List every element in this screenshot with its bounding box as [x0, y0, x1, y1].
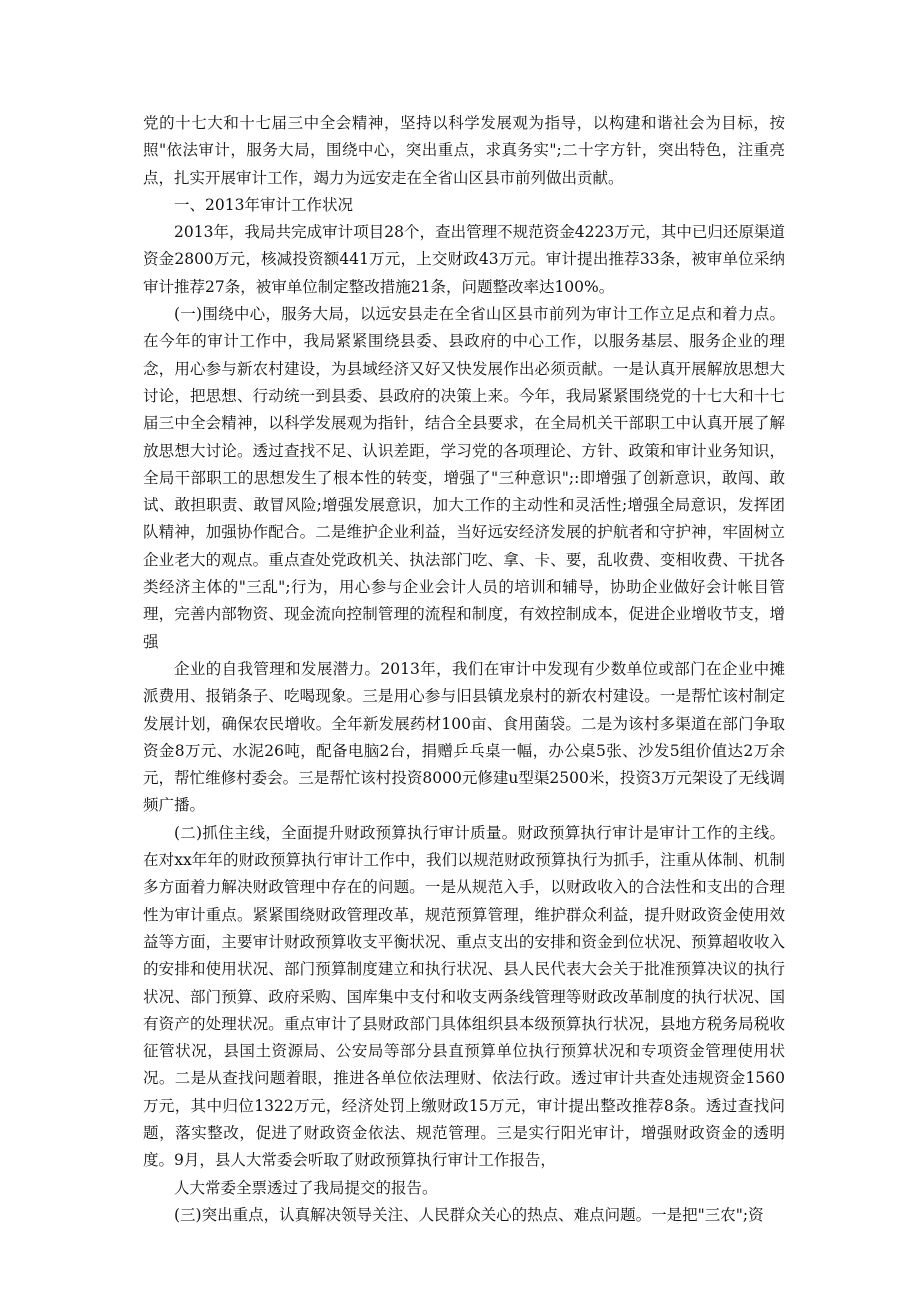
paragraph-section-three: (三)突出重点，认真解决领导关注、人民群众关心的热点、难点问题。一是把"三农";资 [174, 1205, 764, 1224]
paragraph-opening: 党的十七大和十七届三中全会精神，坚持以科学发展观为指导，以构建和谐社会为目标，按照"依法审计，服务大局，围绕中心，突出重点，求真务实";二十字方针，突出特色，注重亮点，扎实开展审计工作，竭力为远安走在全省山区县市前列做出贡献。 [143, 114, 785, 187]
document-body [143, 110, 785, 1229]
paragraph-report-approved: 人大常委全票透过了我局提交的报告。 [174, 1178, 438, 1197]
paragraph-enterprise-management: 企业的自我管理和发展潜力。2013年，我们在审计中发现有少数单位或部门在企业中摊派费用、报销条子、吃喝现象。三是用心参与旧县镇龙泉村的新农村建设。一是帮忙该村制定发展计划，确保农民增收。全年新发展药材100亩、食用菌袋。二是为该村多渠道在部门争取资金8万元、水泥26吨，配备电脑2台，捐赠乒乓桌一幅，办公桌5张、沙发5组价值达2万余元，帮忙维修村委会。三是帮忙该村投资8000元修建u型渠2500米，投资3万元架设了无线调频广播。 [143, 659, 785, 815]
paragraph-section-one: (一)围绕中心，服务大局，以远安县走在全省山区县市前列为审计工作立足点和着力点。在今年的审计工作中，我局紧紧围绕县委、县政府的中心工作，以服务基层、服务企业的理念，用心参与新农村建设，为县域经济又好又快发展作出必须贡献。一是认真开展解放思想大讨论，把思想、行动统一到县委、县政府的决策上来。今年，我局紧紧围绕党的十七大和十七届三中全会精神，以科学发展观为指针，结合全县要求，在全局机关干部职工中认真开展了解放思想大讨论。透过查找不足、认识差距，学习党的各项理论、方针、政策和审计业务知识，全局干部职工的思想发生了根本性的转变，增强了"三种意识";:即增强了创新意识，敢闯、敢试、敢担职责、敢冒风险;增强发展意识，加大工作的主动性和灵活性;增强全局意识，发挥团队精神，加强协作配合。二是维护企业利益，当好远安经济发展的护航者和守护神，牢固树立企业老大的观点。重点查处党政机关、执法部门吃、拿、卡、要，乱收费、变相收费、干扰各类经济主体的"三乱";行为，用心参与企业会计人员的培训和辅导，协助企业做好会计帐目管理，完善内部物资、现金流向控制管理的流程和制度，有效控制成本，促进企业增收节支，增强 [143, 305, 785, 651]
paragraph-2013-summary: 2013年，我局共完成审计项目28个，查出管理不规范资金4223万元，其中已归还原渠道资金2800万元，核减投资额441万元，上交财政43万元。审计提出推荐33条，被审单位采纳审计推荐27条，被审单位制定整改措施21条，问题整改率达100%。 [143, 223, 785, 296]
section-heading-2013-status: 一、2013年审计工作状况 [174, 195, 353, 214]
paragraph-section-two: (二)抓住主线，全面提升财政预算执行审计质量。财政预算执行审计是审计工作的主线。在对xx年年的财政预算执行审计工作中，我们以规范财政预算执行为抓手，注重从体制、机制多方面着力解决财政管理中存在的问题。一是从规范入手，以财政收入的合法性和支出的合理性为审计重点。紧紧围绕财政管理改革，规范预算管理，维护群众利益，提升财政资金使用效益等方面，主要审计财政预算收支平衡状况、重点支出的安排和资金到位状况、预算超收收入的安排和使用状况、部门预算制度建立和执行状况、县人民代表大会关于批准预算决议的执行状况、部门预算、政府采购、国库集中支付和收支两条线管理等财政改革制度的执行状况、国有资产的处理状况。重点审计了县财政部门具体组织县本级预算执行状况，县地方税务局税收征管状况，县国土资源局、公安局等部分县直预算单位执行预算状况和专项资金管理使用状况。二是从查找问题着眼，推进各单位依法理财、依法行政。透过审计共查处违规资金1560万元，其中归位1322万元，经济处罚上缴财政15万元，审计提出整改推荐8条。透过查找问题，落实整改，促进了财政资金依法、规范管理。三是实行阳光审计，增强财政资金的透明度。9月，县人大常委会听取了财政预算执行审计工作报告， [143, 823, 785, 1170]
